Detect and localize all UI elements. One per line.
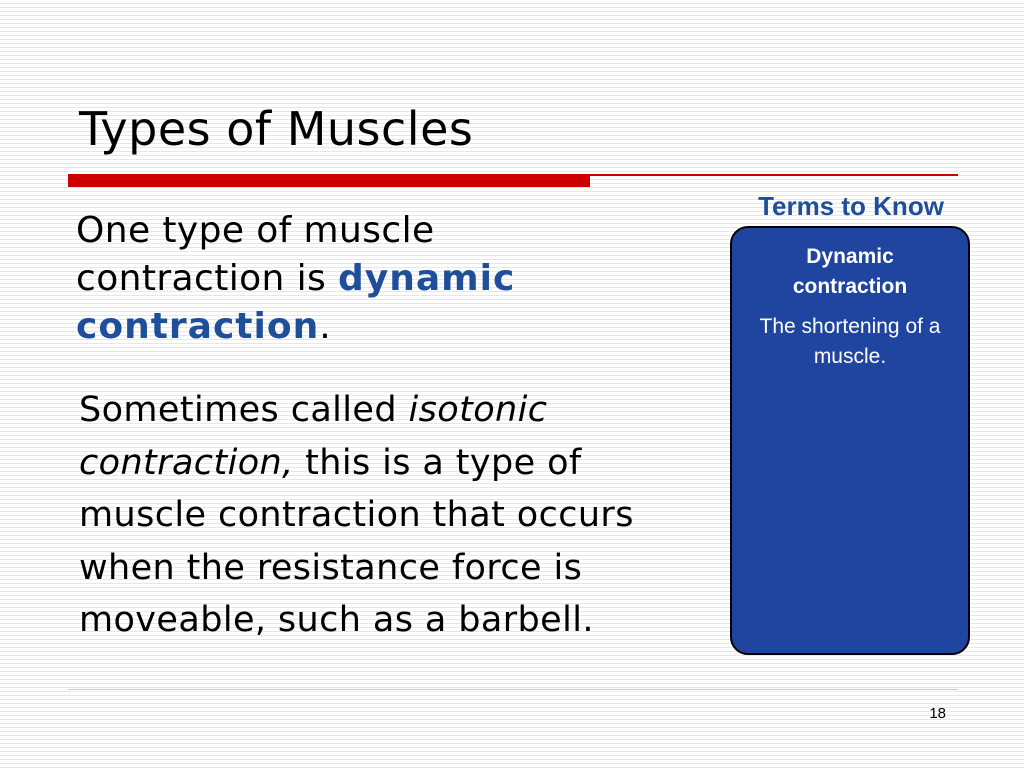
italic-term: isotonic contraction, — [79, 390, 548, 483]
body-text-description: this is a type of muscle contraction that occurs when the resistance force is moveable, such as a barbell. — [79, 442, 634, 640]
body-text-lead: Sometimes called — [79, 390, 409, 430]
footer-divider — [68, 689, 958, 690]
body-text-isotonic — [79, 384, 699, 647]
term-definition: The shortening of a muscle. — [759, 315, 941, 368]
terms-to-know-heading: Terms to Know — [758, 191, 944, 221]
body-text-period: . — [319, 306, 332, 347]
highlighted-term: dynamic contraction — [76, 258, 516, 347]
body-text-dynamic-contraction — [76, 207, 636, 351]
title-underline-thin — [590, 174, 958, 176]
body-text-intro: One type of muscle contraction is — [76, 210, 435, 299]
title-underline-thick — [68, 174, 590, 187]
terms-to-know-box — [730, 226, 970, 655]
page-number: 18 — [929, 705, 946, 722]
slide-title: Types of Muscles — [79, 102, 474, 156]
term-name: Dynamic contraction — [792, 245, 908, 298]
